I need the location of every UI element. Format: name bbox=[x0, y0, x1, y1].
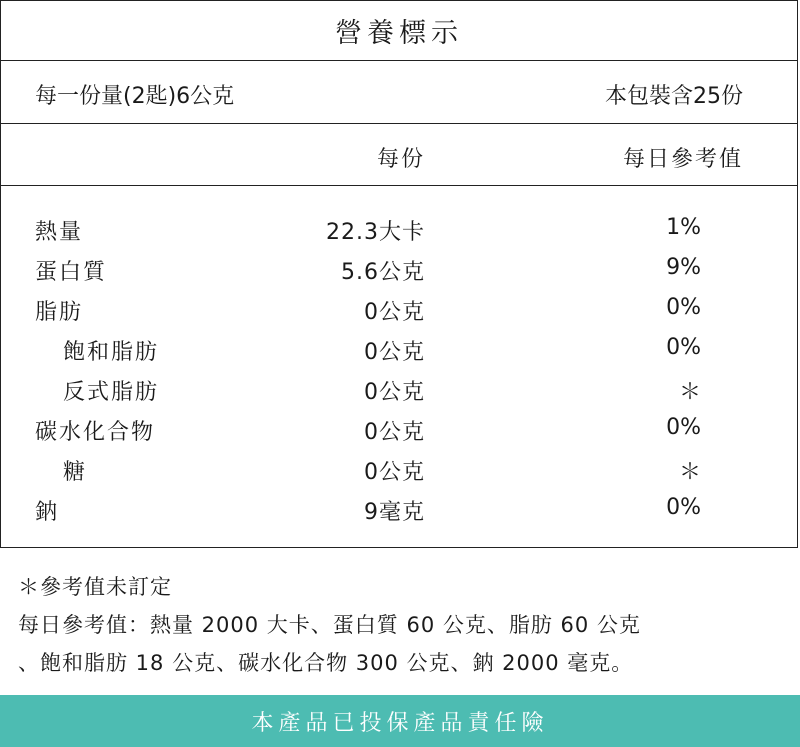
nutrient-amount: 9毫克 bbox=[364, 500, 425, 525]
nutrient-daily-value: 0% bbox=[666, 295, 701, 320]
serving-size: 每一份量(2匙)6公克 bbox=[35, 84, 235, 109]
nutrient-amount: 0公克 bbox=[364, 460, 425, 485]
servings-per-package: 本包裝含25份 bbox=[605, 84, 743, 109]
nutrient-amount: 0公克 bbox=[364, 420, 425, 445]
nutrient-daily-value: 0% bbox=[666, 495, 701, 520]
nutrient-daily-value: ＊ bbox=[678, 460, 701, 485]
per-serving-header: 每份 bbox=[376, 147, 425, 172]
nutrient-amount: 0公克 bbox=[364, 380, 425, 405]
footnotes bbox=[18, 568, 798, 682]
nutrient-daily-value: 0% bbox=[666, 335, 701, 360]
nutrient-row-fat bbox=[1, 291, 797, 331]
nutrient-daily-value: ＊ bbox=[678, 380, 701, 405]
nutrient-row-sugar bbox=[1, 451, 797, 491]
nutrition-title: 營養標示 bbox=[1, 1, 797, 61]
nutrient-list bbox=[1, 211, 797, 531]
serving-info-row bbox=[1, 61, 797, 124]
nutrient-name: 熱量 bbox=[35, 220, 84, 245]
daily-value-note-line-2: 、飽和脂肪 18 公克、碳水化合物 300 公克、鈉 2000 毫克。 bbox=[18, 651, 634, 675]
nutrient-row-sodium bbox=[1, 491, 797, 531]
daily-value-header: 每日參考值 bbox=[622, 147, 743, 172]
nutrient-amount: 0公克 bbox=[364, 300, 425, 325]
nutrient-row-carbohydrate bbox=[1, 411, 797, 451]
nutrient-row-trans-fat bbox=[1, 371, 797, 411]
nutrient-row-calories bbox=[1, 211, 797, 251]
nutrient-row-protein bbox=[1, 251, 797, 291]
nutrient-name: 反式脂肪 bbox=[63, 380, 160, 405]
nutrient-row-saturated-fat bbox=[1, 331, 797, 371]
nutrient-daily-value: 9% bbox=[666, 255, 701, 280]
column-header-row bbox=[1, 124, 797, 186]
nutrient-name: 糖 bbox=[63, 460, 88, 485]
nutrient-amount: 0公克 bbox=[364, 340, 425, 365]
insurance-footer-banner: 本產品已投保產品責任險 bbox=[0, 695, 800, 747]
asterisk-note: ＊參考值未訂定 bbox=[18, 575, 172, 599]
nutrient-name: 蛋白質 bbox=[35, 260, 108, 285]
nutrient-name: 脂肪 bbox=[35, 300, 84, 325]
daily-value-note-line-1: 每日參考值：熱量 2000 大卡、蛋白質 60 公克、脂肪 60 公克 bbox=[18, 613, 641, 637]
nutrient-daily-value: 1% bbox=[666, 215, 701, 240]
nutrient-name: 碳水化合物 bbox=[35, 420, 156, 445]
nutrient-name: 鈉 bbox=[35, 500, 60, 525]
nutrient-name: 飽和脂肪 bbox=[63, 340, 160, 365]
nutrient-amount: 22.3大卡 bbox=[326, 220, 425, 245]
nutrient-amount: 5.6公克 bbox=[341, 260, 425, 285]
nutrient-daily-value: 0% bbox=[666, 415, 701, 440]
